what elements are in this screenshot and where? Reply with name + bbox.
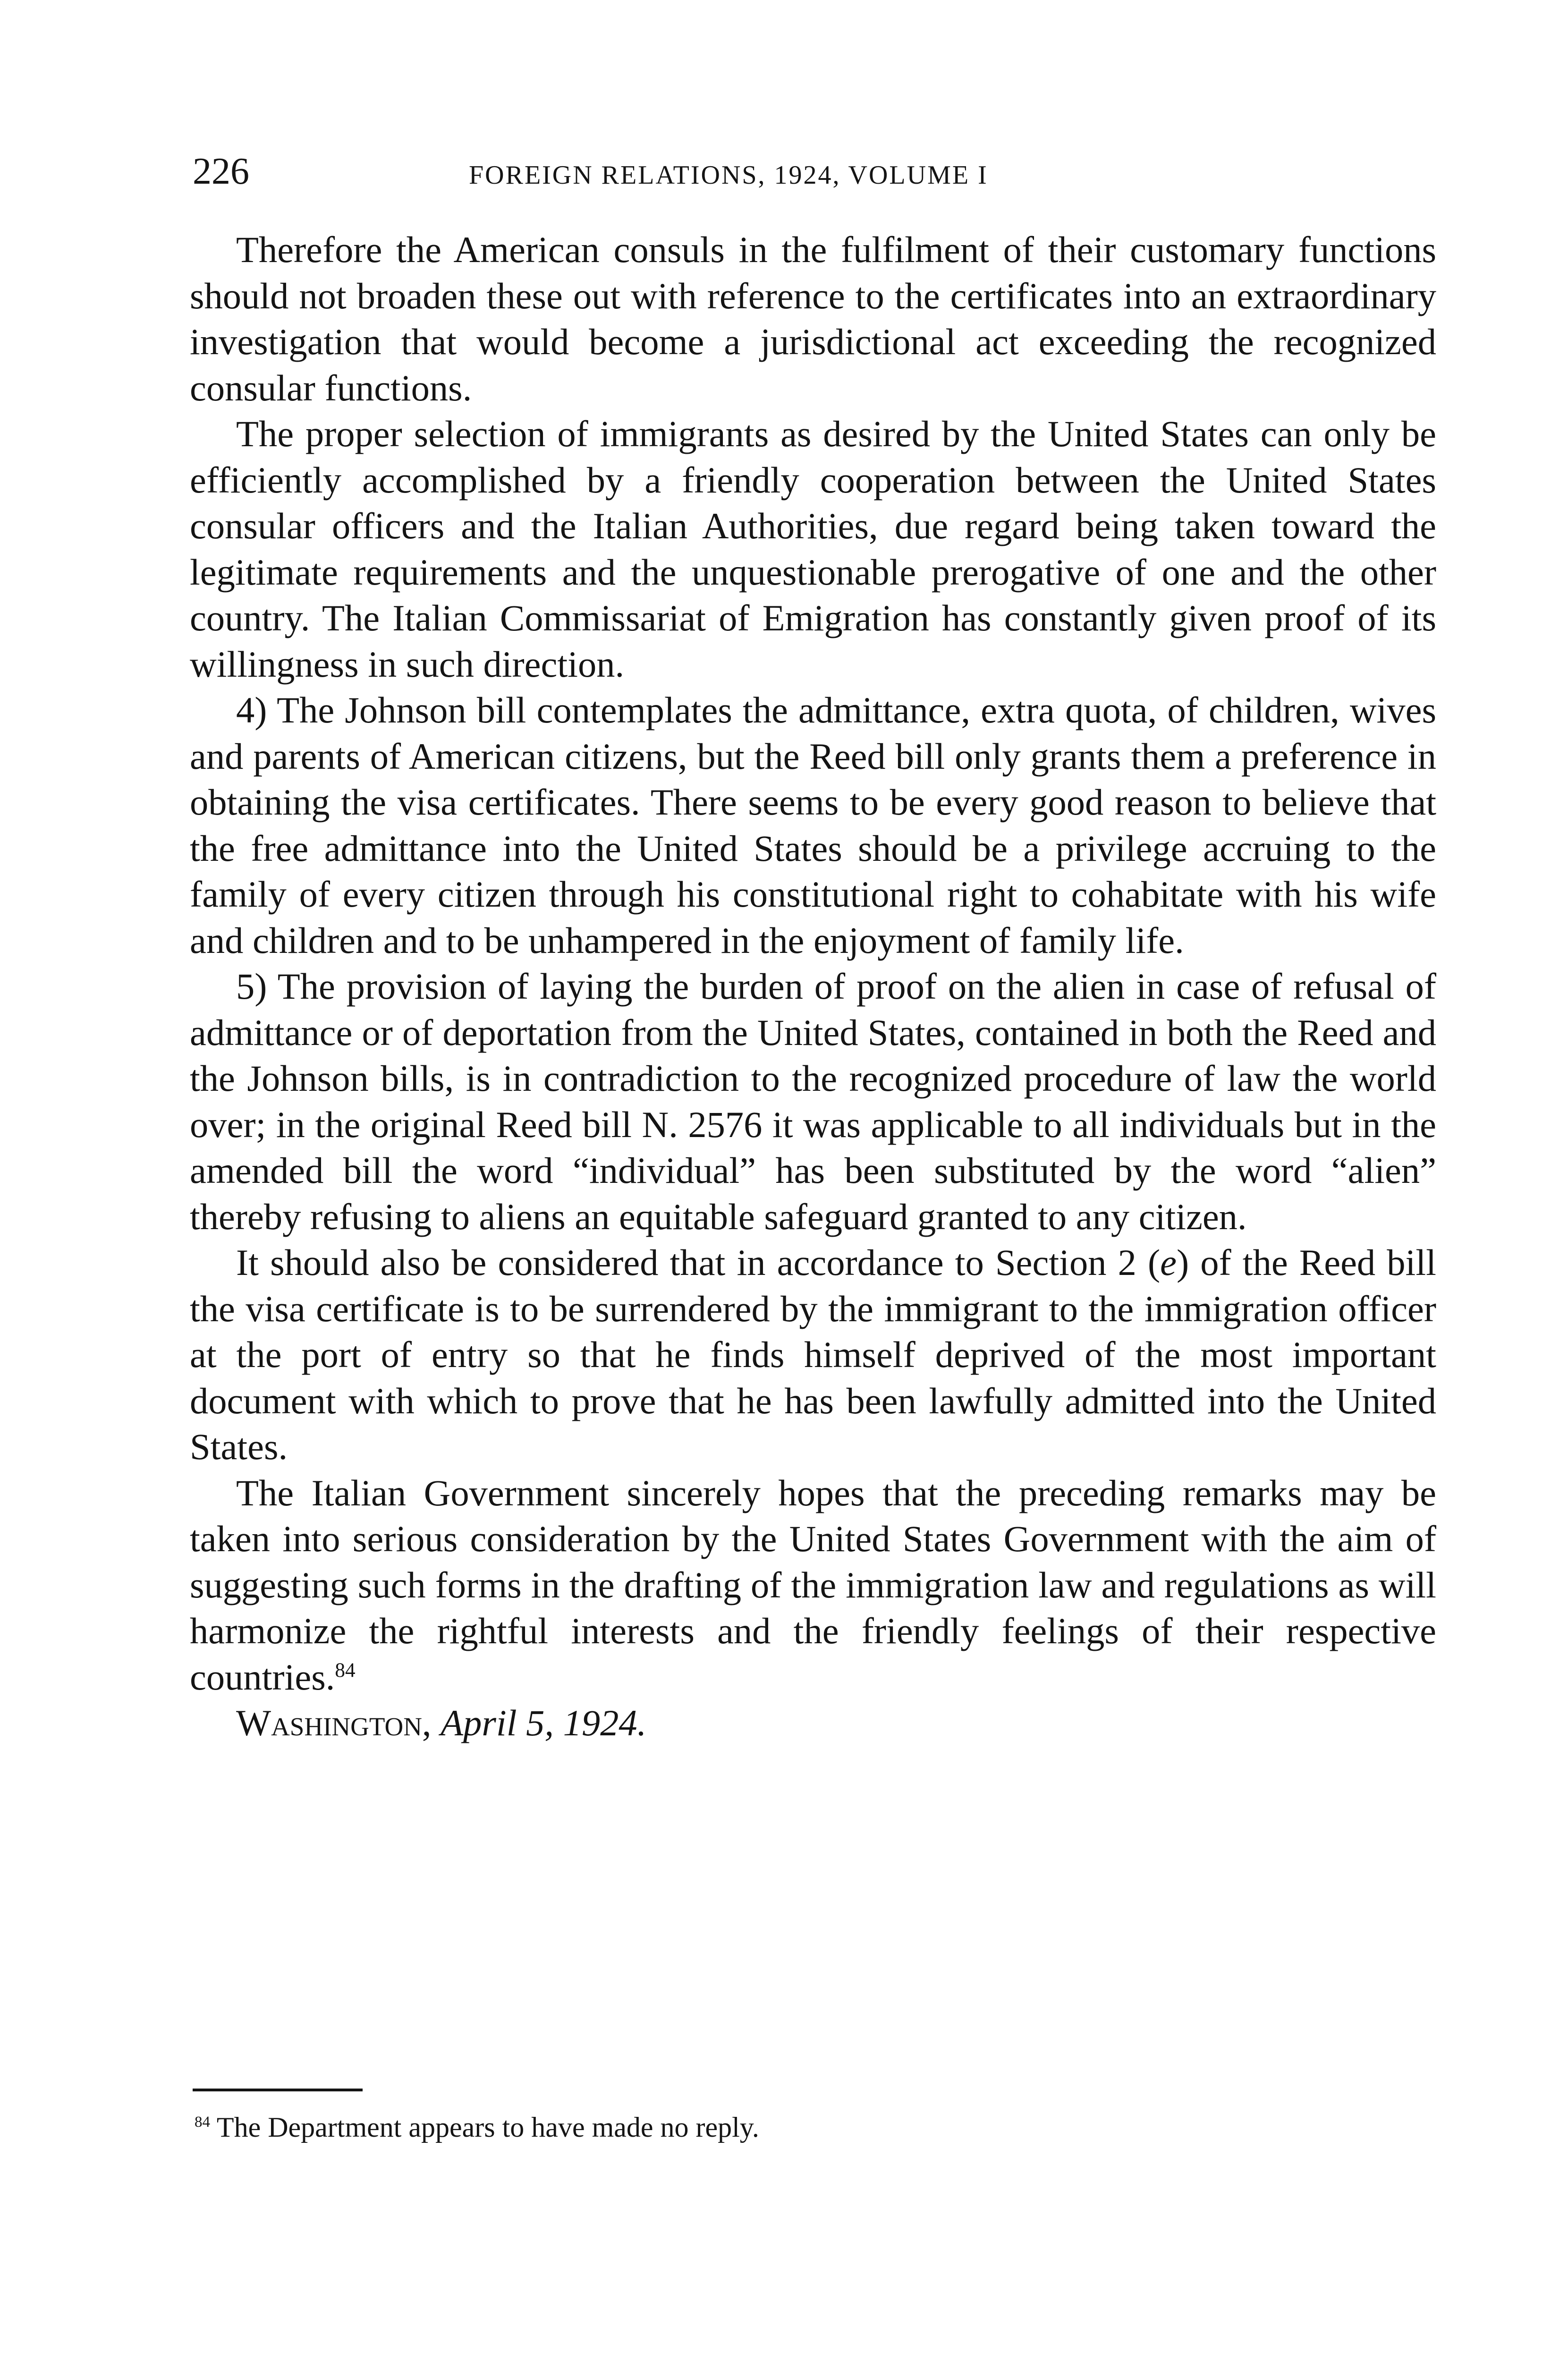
running-title: FOREIGN RELATIONS, 1924, VOLUME I bbox=[469, 161, 988, 190]
section-letter: e bbox=[1160, 1242, 1177, 1283]
closing-text: The Italian Government sincerely hopes that the preceding remarks may be taken into serious consideration by the United States Government with the aim of suggesting such forms in the drafting of the immigration law and regulations as will harmonize the rightful interests and the friendly feelings of their respective countries. bbox=[190, 1472, 1436, 1698]
body-text bbox=[190, 227, 1436, 1746]
page-number: 226 bbox=[193, 151, 249, 192]
footnote-text: The Department appears to have made no reply. bbox=[216, 2112, 759, 2143]
footnote-reference: 84 bbox=[335, 1659, 356, 1682]
paragraph-burden-of-proof: 5) The provision of laying the burden of proof on the alien in case of refusal of admittance or of deportation from the United States, contained in both the Reed and the Johnson bills, is in contradiction to the recognized procedure of law the world over; in the original Reed bill N. 2576 it was applicable to all individuals but in the amended bill the word “individual” has been substituted by the word “alien” thereby refusing to aliens an equitable safeguard granted to any citizen. bbox=[190, 966, 1436, 1237]
paragraph-closing bbox=[190, 1470, 1436, 1700]
section-text-after: ) of the Reed bill the visa certificate is to be surrendered by the immigrant to the immigration officer at the port of entry so that he finds himself deprived of the most important document with which to prove that he has been lawfully admitted into the United States. bbox=[190, 1242, 1436, 1467]
paragraph-section-2e bbox=[190, 1240, 1436, 1470]
paragraph-johnson-bill: 4) The Johnson bill contemplates the admittance, extra quota, of children, wives and parents of American citizens, but the Reed bill only grants them a preference in obtaining the visa certificates. There seems to be every good reason to believe that the free admittance into the United States should be a privilege accruing to the family of every citizen through his constitutional right to cohabitate with his wife and children and to be unhampered in the enjoyment of family life. bbox=[190, 689, 1436, 961]
footnote-marker: 84 bbox=[195, 2114, 210, 2131]
page-header bbox=[193, 145, 1439, 197]
footnote-divider bbox=[193, 2089, 363, 2091]
signature-place: Washington, bbox=[236, 1702, 432, 1743]
paragraph-selection: The proper selection of immigrants as desired by the United States can only be efficiently accomplished by a friendly cooperation between the United States consular officers and the Italian Authorities, due regard being taken toward the legitimate requirements and the unquestionable prerogative of one and the other country. The Italian Commissariat of Emigration has constantly given proof of its willingness in such direction. bbox=[190, 413, 1436, 685]
signature-line bbox=[190, 1700, 1436, 1746]
signature-date: April 5, 1924. bbox=[441, 1702, 647, 1743]
paragraph-consuls: Therefore the American consuls in the fulfilment of their customary functions should not broaden these out with reference to the certificates into an extraordinary investigation that would become a jurisdictional act exceeding the recognized consular functions. bbox=[190, 229, 1436, 408]
section-text-before: It should also be considered that in accordance to Section 2 ( bbox=[236, 1242, 1161, 1283]
footnote bbox=[195, 2106, 759, 2149]
